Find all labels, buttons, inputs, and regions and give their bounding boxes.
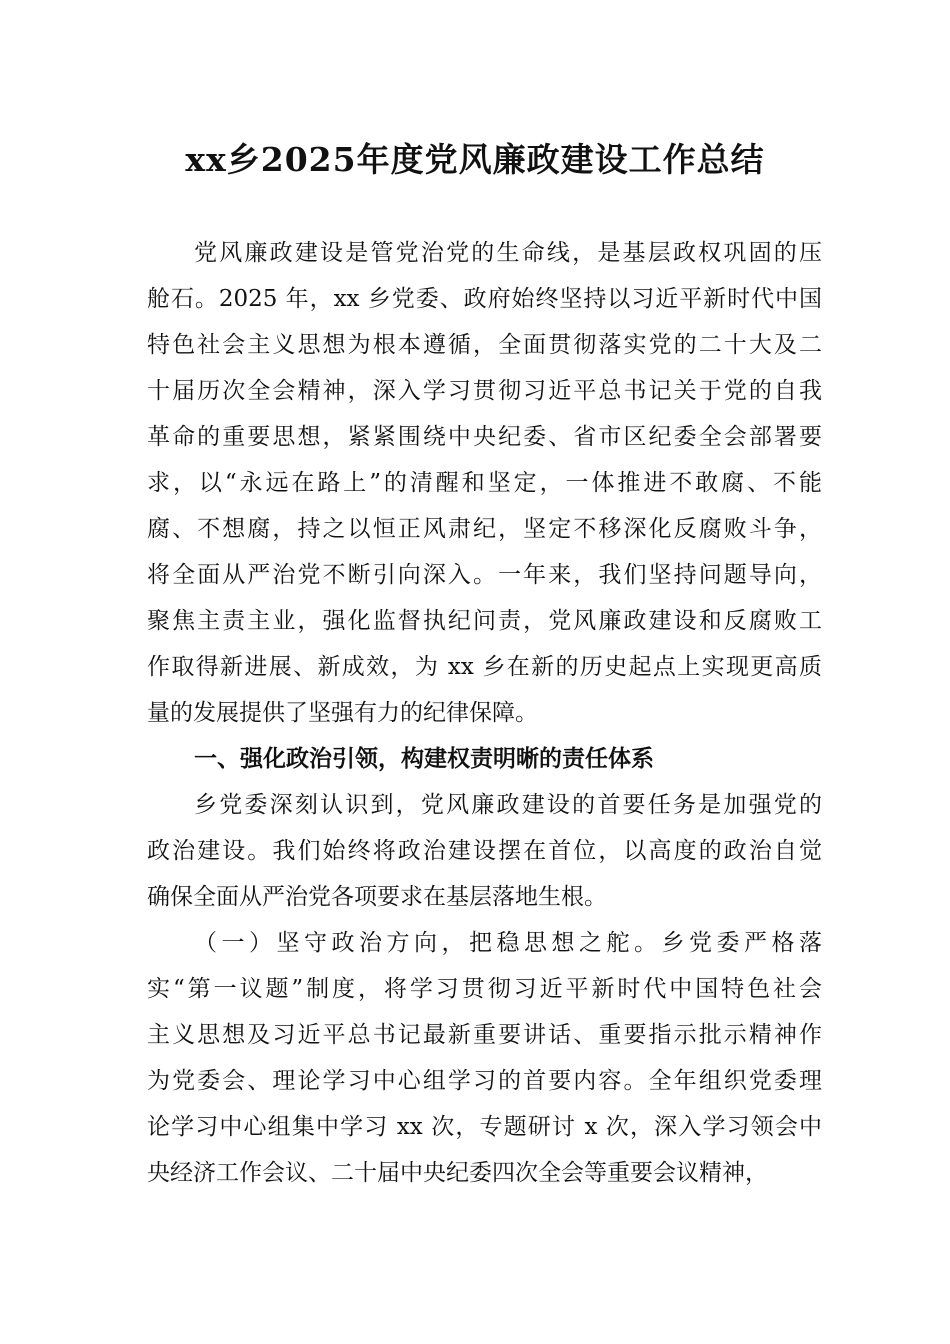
text-line: （一）坚守政治方向，把稳思想之舵。乡党委严格落 xyxy=(194,930,822,956)
text-line: 主义思想及习近平总书记最新重要讲话、重要指示批示精神作 xyxy=(147,1022,822,1048)
paragraph xyxy=(147,230,822,736)
text-line: 将全面从严治党不断引向深入。一年来，我们坚持问题导向， xyxy=(147,562,822,588)
text-line: 求，以“永远在路上”的清醒和坚定，一体推进不敢腐、不能 xyxy=(147,470,822,496)
document-title: xx乡2025年度党风廉政建设工作总结 xyxy=(185,140,765,179)
paragraph xyxy=(147,782,822,920)
paragraph xyxy=(147,920,822,1196)
text-line: 实“第一议题”制度，将学习贯彻习近平新时代中国特色社会 xyxy=(147,976,822,1002)
text-line: 乡党委深刻认识到，党风廉政建设的首要任务是加强党的 xyxy=(194,792,822,818)
text-line: 作取得新进展、新成效，为 xx 乡在新的历史起点上实现更高质 xyxy=(147,654,822,680)
text-line: 确保全面从严治党各项要求在基层落地生根。 xyxy=(147,884,607,910)
text-line: 革命的重要思想，紧紧围绕中央纪委、省市区纪委全会部署要 xyxy=(147,424,822,450)
text-line: 论学习中心组集中学习 xx 次，专题研讨 x 次，深入学习领会中 xyxy=(147,1114,822,1140)
text-line: 一、强化政治引领，构建权责明晰的责任体系 xyxy=(194,746,654,772)
text-line: 为党委会、理论学习中心组学习的首要内容。全年组织党委理 xyxy=(147,1068,822,1094)
text-line: 特色社会主义思想为根本遵循，全面贯彻落实党的二十大及二 xyxy=(147,332,822,358)
document-body xyxy=(147,230,822,1196)
text-line: 聚焦主责主业，强化监督执纪问责，党风廉政建设和反腐败工 xyxy=(147,608,822,634)
text-line: 十届历次全会精神，深入学习贯彻习近平总书记关于党的自我 xyxy=(147,378,822,404)
text-line: 党风廉政建设是管党治党的生命线，是基层政权巩固的压 xyxy=(194,240,822,266)
section-heading xyxy=(147,736,822,782)
text-line: 腐、不想腐，持之以恒正风肃纪，坚定不移深化反腐败斗争， xyxy=(147,516,822,542)
text-line: 央经济工作会议、二十届中央纪委四次全会等重要会议精神， xyxy=(147,1160,768,1186)
text-line: 政治建设。我们始终将政治建设摆在首位，以高度的政治自觉 xyxy=(147,838,822,864)
text-line: 量的发展提供了坚强有力的纪律保障。 xyxy=(147,700,538,726)
text-line: 舱石。2025 年，xx 乡党委、政府始终坚持以习近平新时代中国 xyxy=(147,286,822,312)
